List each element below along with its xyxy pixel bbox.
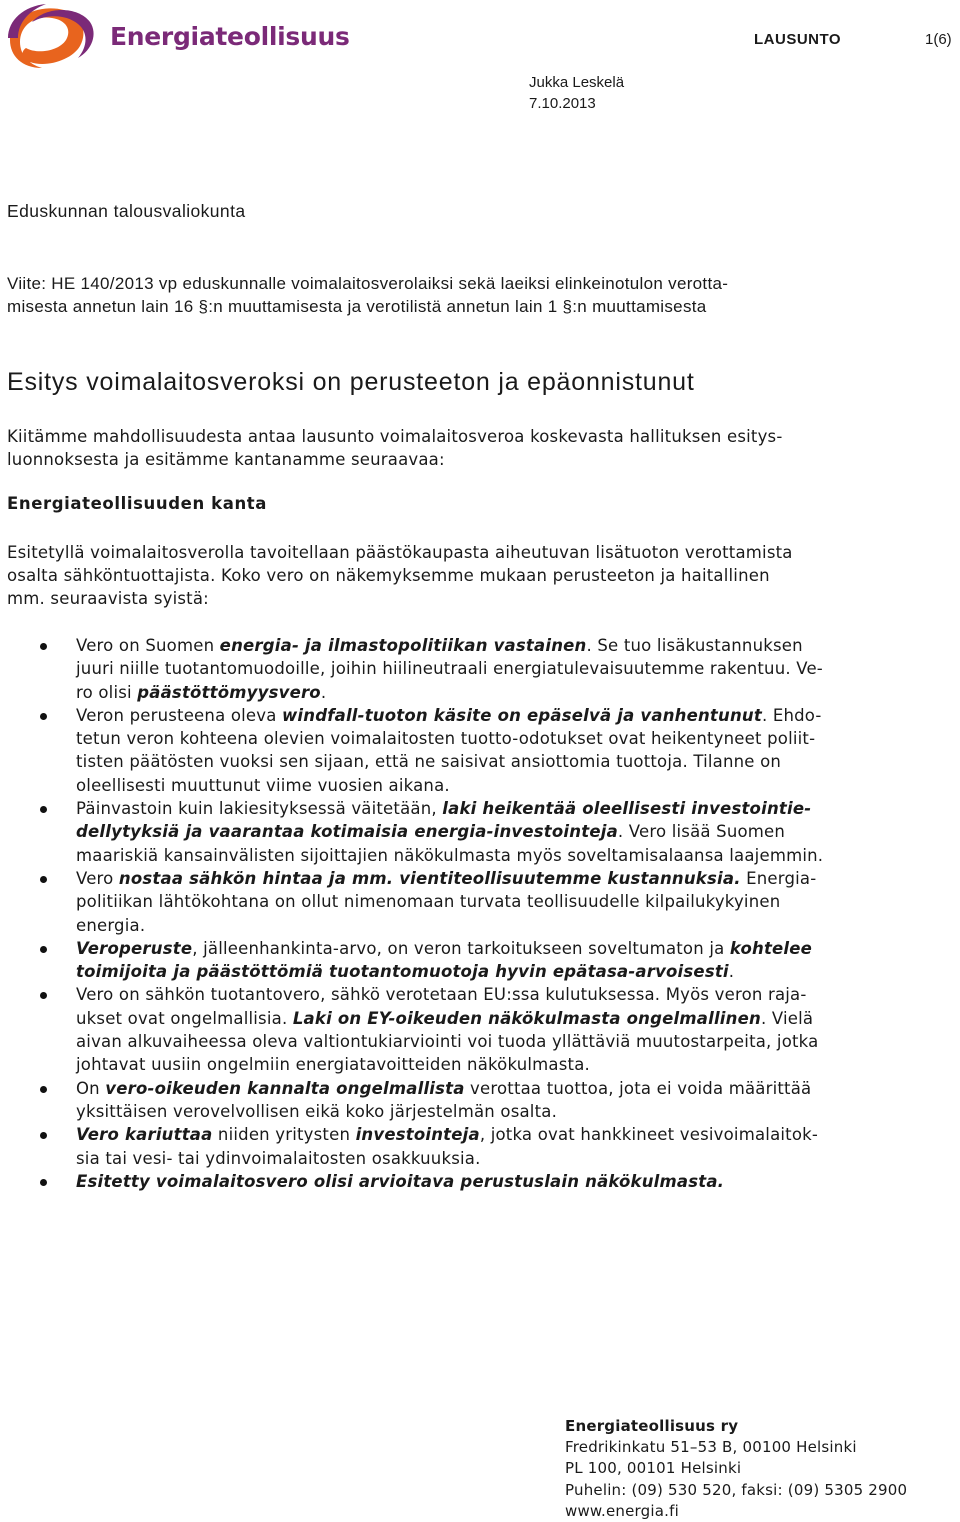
bullet-icon xyxy=(40,1132,47,1139)
text-run: . xyxy=(320,682,327,702)
intro-line: Kiitämme mahdollisuudesta antaa lausunto voimalaitosveroa koskevasta hallituksen esitys- xyxy=(7,427,783,446)
text-line: juuri niille tuotantomuodoille, joihin hiilineutraali energiatulevaisuutemme rakentuu. Ve- xyxy=(76,659,823,679)
bullet-icon xyxy=(40,992,47,999)
reference xyxy=(7,272,912,318)
logo-symbol-icon xyxy=(2,2,102,72)
emphasis-text: Vero kariuttaa xyxy=(76,1125,213,1145)
emphasis-text: Veroperuste xyxy=(76,938,193,958)
text-run: ro olisi xyxy=(76,682,138,702)
bullet-icon xyxy=(40,1179,47,1186)
text-line: aivan alkuvaiheessa oleva valtiontukiarviointi voi tuoda yllättäviä muutostarpeita, jotka xyxy=(76,1032,819,1052)
reasons-list xyxy=(0,634,950,1193)
page-title: Esitys voimalaitosveroksi on perusteeton ja epäonnistunut xyxy=(7,368,695,396)
bullet-icon xyxy=(40,876,47,883)
bullet-icon xyxy=(40,1086,47,1093)
bullet-icon xyxy=(40,713,47,720)
text-run: . Vielä xyxy=(760,1008,814,1028)
footer-org-name: Energiateollisuus ry xyxy=(565,1417,739,1435)
text-run: Veron perusteena oleva xyxy=(76,705,282,725)
document-type: LAUSUNTO xyxy=(754,31,842,48)
text-run: Vero on Suomen xyxy=(76,636,220,655)
text-run: . xyxy=(728,962,735,982)
text-line: oleellisesti muuttunut viime vuosien aikana. xyxy=(76,775,450,795)
emphasis-text: päästöttömyysvero xyxy=(137,682,321,702)
text-line: energia. xyxy=(76,915,146,935)
company-logo xyxy=(2,2,350,72)
text-run: . Ehdo- xyxy=(761,705,822,725)
text-run: Energia- xyxy=(740,868,817,888)
text-run: , jälleenhankinta-arvo, on veron tarkoitukseen soveltumaton ja xyxy=(192,938,730,958)
text-line: sia tai vesi- tai ydinvoimalaitosten osakkuuksia. xyxy=(76,1148,481,1168)
text-run: Vero xyxy=(76,868,119,888)
footer-postal-address: PL 100, 00101 Helsinki xyxy=(565,1459,742,1478)
list-item xyxy=(0,797,950,867)
author: Jukka Leskelä xyxy=(529,74,625,91)
text-line: politiikan lähtökohtana on ollut nimenomaan turvata teollisuudelle kilpailukykyinen xyxy=(76,892,781,912)
emphasis-text: laki heikentää oleellisesti investointie- xyxy=(442,799,812,819)
emphasis-text: toimijoita ja päästöttömiä tuotantomuotoja hyvin epätasa-arvoisesti xyxy=(76,962,729,982)
list-item xyxy=(0,634,950,704)
section-heading: Energiateollisuuden kanta xyxy=(7,494,268,513)
text-line: yksittäisen verovelvollisen eikä koko järjestelmän osalta. xyxy=(76,1101,558,1121)
bullet-icon xyxy=(40,643,47,650)
list-item xyxy=(0,704,950,797)
list-item xyxy=(0,1170,950,1193)
emphasis-text: investointeja xyxy=(355,1125,480,1145)
list-item xyxy=(0,867,950,937)
bullet-icon xyxy=(40,946,47,953)
list-item xyxy=(0,983,950,1076)
body-paragraph xyxy=(7,541,922,610)
text-run: . Vero lisää Suomen xyxy=(617,822,786,842)
list-item xyxy=(0,937,950,984)
footer-phone: Puhelin: (09) 530 520, faksi: (09) 5305 2900 xyxy=(565,1480,908,1499)
text-run: niiden yritysten xyxy=(212,1125,356,1145)
emphasis-text: dellytyksiä ja vaarantaa kotimaisia energia-investointeja xyxy=(76,822,618,842)
paragraph-line: osalta sähköntuottajista. Koko vero on näkemyksemme mukaan perusteeton ja haitallinen xyxy=(7,566,770,585)
footer-address: Fredrikinkatu 51–53 B, 00100 Helsinki xyxy=(565,1438,857,1457)
logo-wordmark: Energiateollisuus xyxy=(110,22,350,51)
bullet-icon xyxy=(40,806,47,813)
document-date: 7.10.2013 xyxy=(529,95,596,112)
emphasis-text: windfall-tuoton käsite on epäselvä ja vanhentunut xyxy=(281,705,762,725)
reference-line: misesta annetun lain 16 §:n muuttamisesta ja verotilistä annetun lain 1 §:n muuttamisesta xyxy=(7,297,707,316)
text-run: On xyxy=(76,1078,106,1098)
text-line: tetun veron kohteena olevien voimalaitosten tuotto-odotukset ovat heikentyneet poliit- xyxy=(76,729,816,749)
text-run: . Se tuo lisäkustannuksen xyxy=(586,636,803,655)
text-run: ukset ovat ongelmallisia. xyxy=(76,1008,293,1028)
intro-paragraph xyxy=(7,425,907,471)
emphasis-text: vero-oikeuden kannalta ongelmallista xyxy=(105,1078,465,1098)
text-run: Päinvastoin kuin lakiesityksessä väitetään, xyxy=(76,799,443,819)
text-run: verottaa tuottoa, jota ei voida määrittää xyxy=(464,1078,812,1098)
list-item xyxy=(0,1123,950,1170)
intro-line: luonnoksesta ja esitämme kantanamme seuraavaa: xyxy=(7,450,445,469)
list-item xyxy=(0,1077,950,1124)
text-line: maariskiä kansainvälisten sijoittajien näkökulmasta myös soveltamisalaansa laajemmin. xyxy=(76,845,824,865)
paragraph-line: Esitetyllä voimalaitosverolla tavoitellaan päästökaupasta aiheutuvan lisätuoton verottamista xyxy=(7,543,793,562)
emphasis-text: Laki on EY-oikeuden näkökulmasta ongelmallinen xyxy=(292,1008,761,1028)
page-number: 1(6) xyxy=(925,31,952,48)
footer-website-link[interactable]: www.energia.fi xyxy=(565,1501,679,1520)
reference-line: Viite: HE 140/2013 vp eduskunnalle voimalaitosverolaiksi sekä laeiksi elinkeinotulon verotta- xyxy=(7,274,729,293)
paragraph-line: mm. seuraavista syistä: xyxy=(7,589,209,608)
recipient: Eduskunnan talousvaliokunta xyxy=(7,201,246,221)
text-line: johtavat uusiin ongelmiin energiatavoitteiden näkökulmasta. xyxy=(76,1055,590,1075)
emphasis-text: energia- ja ilmastopolitiikan vastainen xyxy=(219,636,587,655)
text-run: , jotka ovat hankkineet vesivoimalaitok- xyxy=(479,1125,819,1145)
text-line: tisten päätösten vuoksi sen sijaan, että ne saisivat ansiottomia tuottoja. Tilanne on xyxy=(76,752,782,772)
footer-contact xyxy=(565,1416,907,1522)
emphasis-text: Esitetty voimalaitosvero olisi arvioitava perustuslain näkökulmasta. xyxy=(76,1171,725,1191)
emphasis-text: nostaa sähkön hintaa ja mm. vientiteollisuutemme kustannuksia. xyxy=(118,868,741,888)
emphasis-text: kohtelee xyxy=(729,938,813,958)
text-line: Vero on sähkön tuotantovero, sähkö verotetaan EU:ssa kulutuksessa. Myös veron raja- xyxy=(76,985,807,1005)
